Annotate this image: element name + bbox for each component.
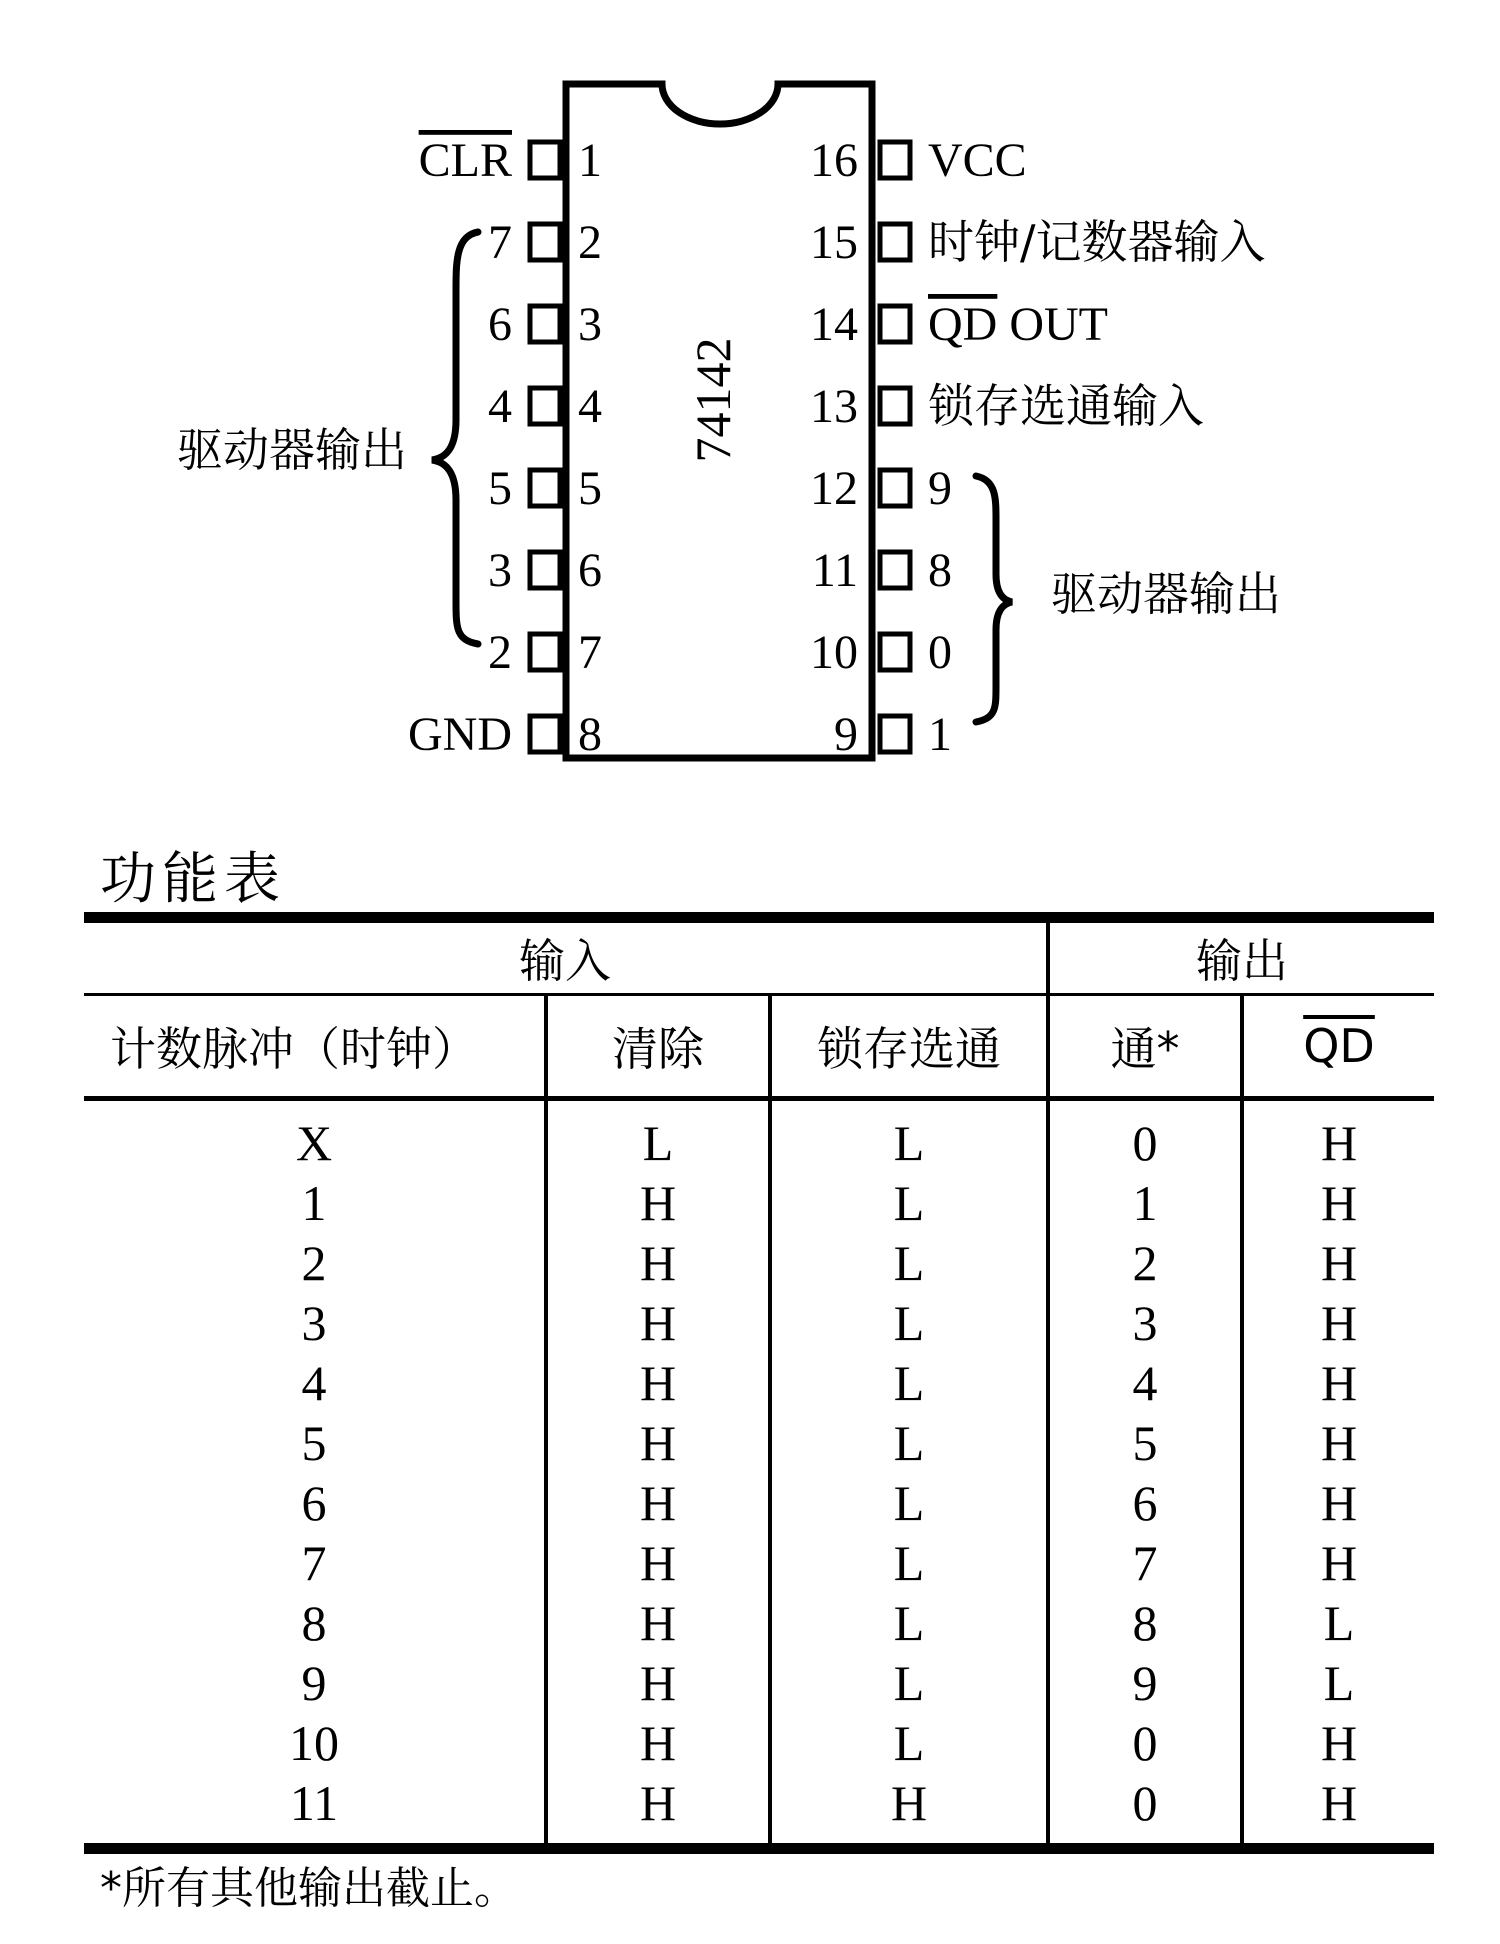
right-pin-pad	[880, 388, 910, 424]
cell-qd: H	[1242, 1773, 1434, 1849]
cell-clear: H	[546, 1293, 770, 1353]
cell-clear: H	[546, 1593, 770, 1653]
cell-qd: L	[1242, 1653, 1434, 1713]
cell-clock: 2	[301, 1235, 327, 1291]
right-pin-label-text: 9	[928, 462, 952, 515]
cell-clear: H	[546, 1533, 770, 1593]
right-pin-pad	[880, 470, 910, 506]
right-pin-label-suffix: OUT	[997, 298, 1108, 351]
cell-channel: 0	[1048, 1713, 1242, 1773]
left-pin-label-text: 4	[488, 380, 512, 433]
right-pin-label-text: 锁存选通输入	[928, 379, 1204, 433]
right-pin-pad	[880, 634, 910, 670]
right-pin-number: 16	[810, 134, 858, 187]
right-pin-label	[928, 215, 1266, 269]
left-pin-label	[419, 134, 512, 187]
right-pin-label	[928, 708, 952, 761]
cell-latch: L	[770, 1593, 1048, 1653]
cell-channel: 4	[1048, 1353, 1242, 1413]
left-pin-label-text: 7	[488, 216, 512, 269]
right-pin-label-text: 8	[928, 544, 952, 597]
cell-channel: 1	[1048, 1173, 1242, 1233]
right-pin-label	[928, 626, 952, 679]
cell-clear: H	[546, 1653, 770, 1713]
col-header-clear: 清除	[546, 995, 770, 1099]
cell-clock: 9	[301, 1655, 327, 1711]
output-group-header: 输出	[1048, 918, 1434, 995]
right-pin-label-text: 时钟/记数器输入	[928, 215, 1266, 269]
right-pin-pad	[880, 552, 910, 588]
qd-bar-label: $\overline{QD}$	[1303, 1019, 1375, 1073]
cell-qd: H	[1242, 1353, 1434, 1413]
right-group-label: 驱动器输出	[1051, 567, 1281, 621]
cell-latch: L	[770, 1099, 1048, 1174]
cell-clock: 11	[289, 1775, 339, 1831]
right-pin-number: 15	[810, 216, 858, 269]
table-row	[84, 1293, 1434, 1353]
left-pin-label-text: 5	[488, 462, 512, 515]
cell-clock: 5	[301, 1415, 327, 1471]
cell-clear: H	[546, 1473, 770, 1533]
left-pin-pad	[530, 224, 560, 260]
left-pin-label	[488, 462, 512, 515]
left-pin-number: 3	[578, 298, 602, 351]
table-body	[84, 1099, 1434, 1849]
table-row	[84, 1173, 1434, 1233]
right-pin-pad	[880, 306, 910, 342]
table-row	[84, 1773, 1434, 1849]
cell-qd: H	[1242, 1293, 1434, 1353]
col-header-qd	[1242, 995, 1434, 1099]
table-row	[84, 1099, 1434, 1174]
right-pin-pad	[880, 716, 910, 752]
cell-channel: 9	[1048, 1653, 1242, 1713]
cell-latch: L	[770, 1233, 1048, 1293]
right-pin-label	[928, 379, 1204, 433]
left-pin-label-text: 6	[488, 298, 512, 351]
left-pin-pad	[530, 388, 560, 424]
right-pin-label-text: 0	[928, 626, 952, 679]
right-pin-column	[810, 134, 1266, 761]
cell-clear: H	[546, 1713, 770, 1773]
cell-latch: L	[770, 1473, 1048, 1533]
cell-channel: 8	[1048, 1593, 1242, 1653]
cell-channel: 2	[1048, 1233, 1242, 1293]
cell-clock: 7	[301, 1535, 327, 1591]
cell-qd: L	[1242, 1593, 1434, 1653]
right-pin-number: 10	[810, 626, 858, 679]
cell-clear: H	[546, 1773, 770, 1849]
right-pin-number: 13	[810, 380, 858, 433]
table-row	[84, 1473, 1434, 1533]
cell-latch: L	[770, 1713, 1048, 1773]
left-pin-label-text: CLR	[418, 134, 512, 187]
right-pin-number: 14	[810, 298, 858, 351]
left-pin-number: 6	[578, 544, 602, 597]
cell-qd: H	[1242, 1473, 1434, 1533]
cell-latch: L	[770, 1413, 1048, 1473]
col-header-channel: 通*	[1048, 995, 1242, 1099]
footnote: *所有其他输出截止。	[100, 1863, 518, 1914]
left-pin-label	[408, 708, 512, 761]
left-pin-pad	[530, 716, 560, 752]
left-brace	[432, 232, 478, 644]
cell-clear: H	[546, 1173, 770, 1233]
right-pin-label	[928, 544, 952, 597]
left-pin-number: 1	[578, 134, 602, 187]
cell-channel: 7	[1048, 1533, 1242, 1593]
left-pin-pad	[530, 470, 560, 506]
cell-latch: L	[770, 1533, 1048, 1593]
input-group-header: 输入	[84, 918, 1048, 995]
left-pin-pad	[530, 634, 560, 670]
left-pin-number: 4	[578, 380, 602, 433]
cell-qd: H	[1242, 1533, 1434, 1593]
col-header-clock: 计数脉冲（时钟）	[84, 995, 546, 1099]
cell-clock: 4	[301, 1355, 327, 1411]
left-pin-label	[488, 626, 512, 679]
cell-channel: 5	[1048, 1413, 1242, 1473]
col-header-latch-strobe: 锁存选通	[770, 995, 1048, 1099]
cell-clock: 1	[301, 1175, 327, 1231]
right-pin-label	[928, 462, 952, 515]
table-row	[84, 1593, 1434, 1653]
cell-channel: 6	[1048, 1473, 1242, 1533]
cell-latch: L	[770, 1653, 1048, 1713]
table-row	[84, 1413, 1434, 1473]
chip-part-number: 74142	[685, 337, 741, 463]
cell-latch: L	[770, 1293, 1048, 1353]
right-pin-number: 11	[811, 544, 858, 597]
left-pin-label	[488, 380, 512, 433]
left-pin-pad	[530, 142, 560, 178]
cell-channel: 3	[1048, 1293, 1242, 1353]
cell-qd: H	[1242, 1713, 1434, 1773]
cell-clear: H	[546, 1413, 770, 1473]
right-pin-label-text: QD	[928, 298, 998, 351]
table-row	[84, 1533, 1434, 1593]
cell-channel: 0	[1048, 1773, 1242, 1849]
left-group-label: 驱动器输出	[177, 423, 407, 477]
table-row	[84, 1653, 1434, 1713]
cell-latch: H	[770, 1773, 1048, 1849]
cell-qd: H	[1242, 1099, 1434, 1174]
right-brace	[976, 476, 1012, 722]
cell-clock: X	[295, 1115, 333, 1171]
cell-qd: H	[1242, 1413, 1434, 1473]
cell-clock: 6	[301, 1475, 327, 1531]
table-title: 功能表	[100, 847, 286, 912]
cell-clock: 3	[301, 1295, 327, 1351]
cell-channel: 0	[1048, 1099, 1242, 1174]
cell-clear: L	[546, 1099, 770, 1174]
left-pin-number: 8	[578, 708, 602, 761]
left-pin-number: 2	[578, 216, 602, 269]
cell-latch: L	[770, 1353, 1048, 1413]
left-pin-label-text: 3	[488, 544, 512, 597]
cell-qd: H	[1242, 1173, 1434, 1233]
cell-clock: 8	[301, 1595, 327, 1651]
left-pin-label-text: GND	[408, 708, 512, 761]
right-pin-label	[928, 134, 1027, 187]
cell-qd: H	[1242, 1233, 1434, 1293]
left-pin-number: 7	[578, 626, 602, 679]
cell-clear: H	[546, 1233, 770, 1293]
left-pin-label	[488, 216, 512, 269]
left-pin-label-text: 2	[488, 626, 512, 679]
left-pin-label	[488, 544, 512, 597]
right-pin-pad	[880, 224, 910, 260]
left-pin-label	[488, 298, 512, 351]
right-pin-number: 9	[834, 708, 858, 761]
table-row	[84, 1353, 1434, 1413]
right-pin-label-text: VCC	[928, 134, 1027, 187]
cell-latch: L	[770, 1173, 1048, 1233]
table-row	[84, 1233, 1434, 1293]
right-pin-label-text: 1	[928, 708, 952, 761]
table-row	[84, 1713, 1434, 1773]
left-pin-pad	[530, 306, 560, 342]
function-table	[84, 912, 1434, 1854]
right-pin-label	[928, 298, 1108, 351]
right-pin-pad	[880, 142, 910, 178]
pinout-diagram	[0, 0, 1500, 790]
right-pin-number: 12	[810, 462, 858, 515]
left-pin-column	[408, 134, 602, 761]
left-pin-pad	[530, 552, 560, 588]
cell-clock: 10	[289, 1715, 339, 1771]
left-pin-number: 5	[578, 462, 602, 515]
cell-clear: H	[546, 1353, 770, 1413]
